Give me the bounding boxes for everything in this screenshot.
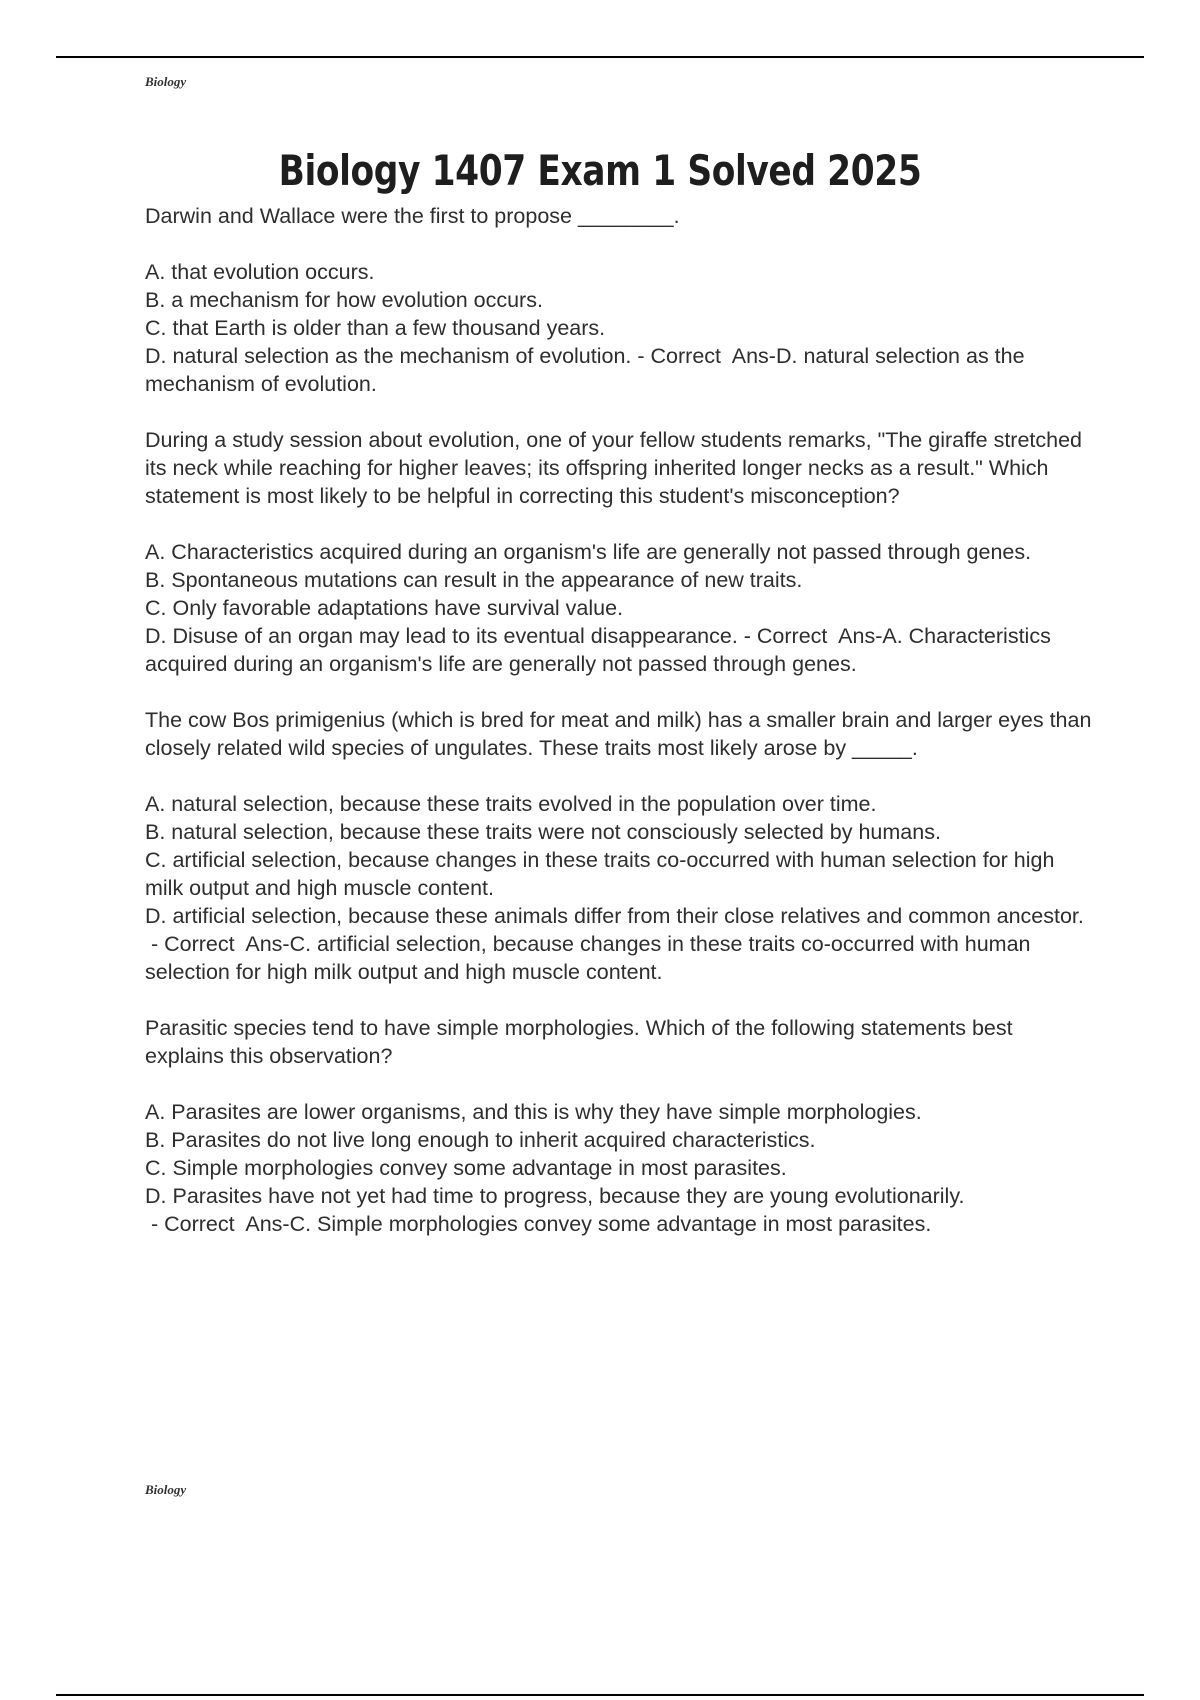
option-a: A. natural selection, because these traits evolved in the population over time. [145,792,877,816]
question-text: Parasitic species tend to have simple morphologies. Which of the following statements best explains this observation? [145,1016,1013,1068]
bottom-rule [56,1694,1144,1696]
option-c: C. artificial selection, because changes in these traits co-occurred with human selection for high milk output and high muscle content. [145,848,1055,900]
option-b: B. a mechanism for how evolution occurs. [145,288,543,312]
option-d-with-answer [145,1182,1095,1238]
option-a: A. Characteristics acquired during an organism's life are generally not passed through genes. [145,540,1032,564]
answer-prefix: - Correct Ans- [737,624,883,648]
option-b: B. Spontaneous mutations can result in the appearance of new traits. [145,568,803,592]
question-block [145,426,1095,678]
header-running-head: Biology [145,74,187,89]
option-d: D. natural selection as the mechanism of evolution. [145,344,632,368]
option-c: C. Simple morphologies convey some advantage in most parasites. [145,1156,787,1180]
footer-running-head: Biology [145,1482,187,1497]
option-a: A. that evolution occurs. [145,260,375,284]
question-text: Darwin and Wallace were the first to propose ________. [145,204,680,228]
option-c: C. that Earth is older than a few thousand years. [145,316,606,340]
option-d-with-answer [145,622,1095,678]
option-d: D. artificial selection, because these animals differ from their close relatives and common ancestor. [145,904,1084,928]
option-a: A. Parasites are lower organisms, and this is why they have simple morphologies. [145,1100,922,1124]
correct-answer: A. Characteristics acquired during an organism's life are generally not passed through genes. [145,624,1051,676]
question-text: The cow Bos primigenius (which is bred for meat and milk) has a smaller brain and larger eyes than closely related wild species of ungulates. These traits most likely arose by _____. [145,708,1092,760]
question-list [145,202,1095,1266]
question-block [145,202,1095,398]
option-b: B. Parasites do not live long enough to inherit acquired characteristics. [145,1128,816,1152]
option-d: D. Disuse of an organ may lead to its eventual disappearance. [145,624,738,648]
answer-prefix: - Correct Ans- [145,1212,290,1236]
option-d-with-answer [145,902,1095,986]
question-text: During a study session about evolution, one of your fellow students remarks, "The giraffe stretched its neck while reaching for higher leaves; its offspring inherited longer necks as a result." Which statement is most likely to be helpful in correcting this student's misconception? [145,428,1083,508]
top-rule [56,56,1144,58]
correct-answer: C. artificial selection, because changes in these traits co-occurred with human selection for high milk output and high muscle content. [145,932,1031,984]
answer-prefix: - Correct Ans- [145,932,290,956]
option-d-with-answer [145,342,1095,398]
option-d: D. Parasites have not yet had time to progress, because they are young evolutionarily. [145,1184,965,1208]
option-c: C. Only favorable adaptations have survival value. [145,596,624,620]
correct-answer: D. natural selection as the mechanism of evolution. [145,344,1025,396]
correct-answer: C. Simple morphologies convey some advantage in most parasites. [289,1212,932,1236]
question-block [145,706,1095,986]
question-block [145,1014,1095,1238]
page-title: Biology 1407 Exam 1 Solved 2025 [278,146,922,195]
answer-prefix: - Correct Ans- [631,344,776,368]
option-b: B. natural selection, because these traits were not consciously selected by humans. [145,820,941,844]
